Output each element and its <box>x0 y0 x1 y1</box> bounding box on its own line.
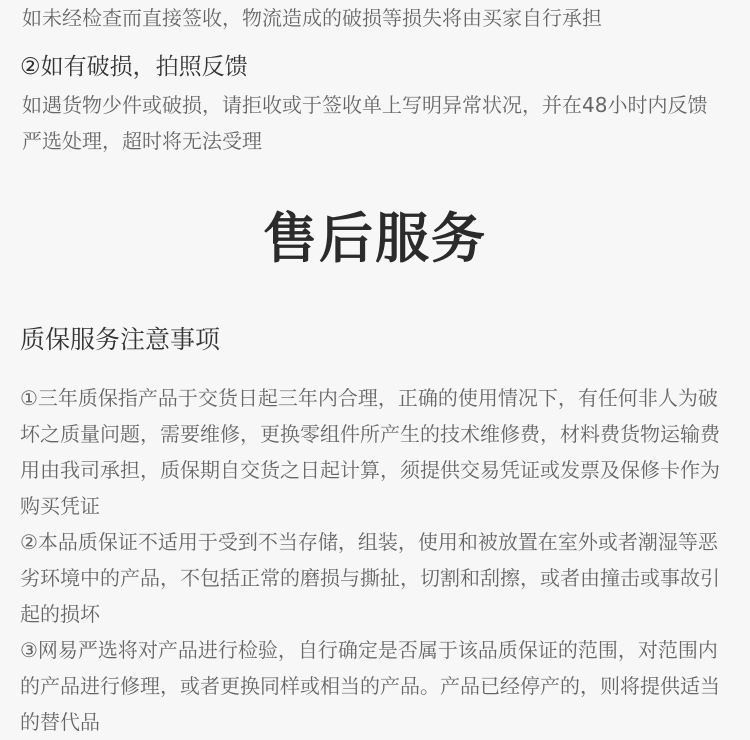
after-sales-title: 售后服务 <box>263 207 487 270</box>
warranty-item-2: ②本品质保证不适用于受到不当存储，组装，使用和被放置在室外或者潮湿等恶劣环境中的产品，不包括正常的磨损与撕扯，切割和刮擦，或者由撞击或事故引起的损坏 <box>20 530 720 626</box>
damage-feedback-paragraph: 如遇货物少件或破损，请拒收或于签收单上写明异常状况，并在48小时内反馈严选处理，超时将无法受理 <box>22 93 708 153</box>
warranty-item-1: ①三年质保指产品于交货日起三年内合理，正确的使用情况下，有任何非人为破坏之质量问题，需要维修，更换零组件所产生的技术维修费，材料费货物运输费用由我司承担，质保期自交货之日起计算，须提供交易凭证或发票及保修卡作为购买凭证 <box>20 386 720 518</box>
warranty-notes-heading: 质保服务注意事项 <box>20 325 221 354</box>
shipping-notice-line: 如未经检查而直接签收，物流造成的破损等损失将由买家自行承担 <box>22 6 602 30</box>
warranty-item-3: ③网易严选将对产品进行检验，自行确定是否属于该品质保证的范围，对范围内的产品进行修理，或者更换同样或相当的产品。产品已经停产的，则将提供适当的替代品 <box>20 638 720 734</box>
damage-feedback-heading: ②如有破损，拍照反馈 <box>20 54 248 80</box>
